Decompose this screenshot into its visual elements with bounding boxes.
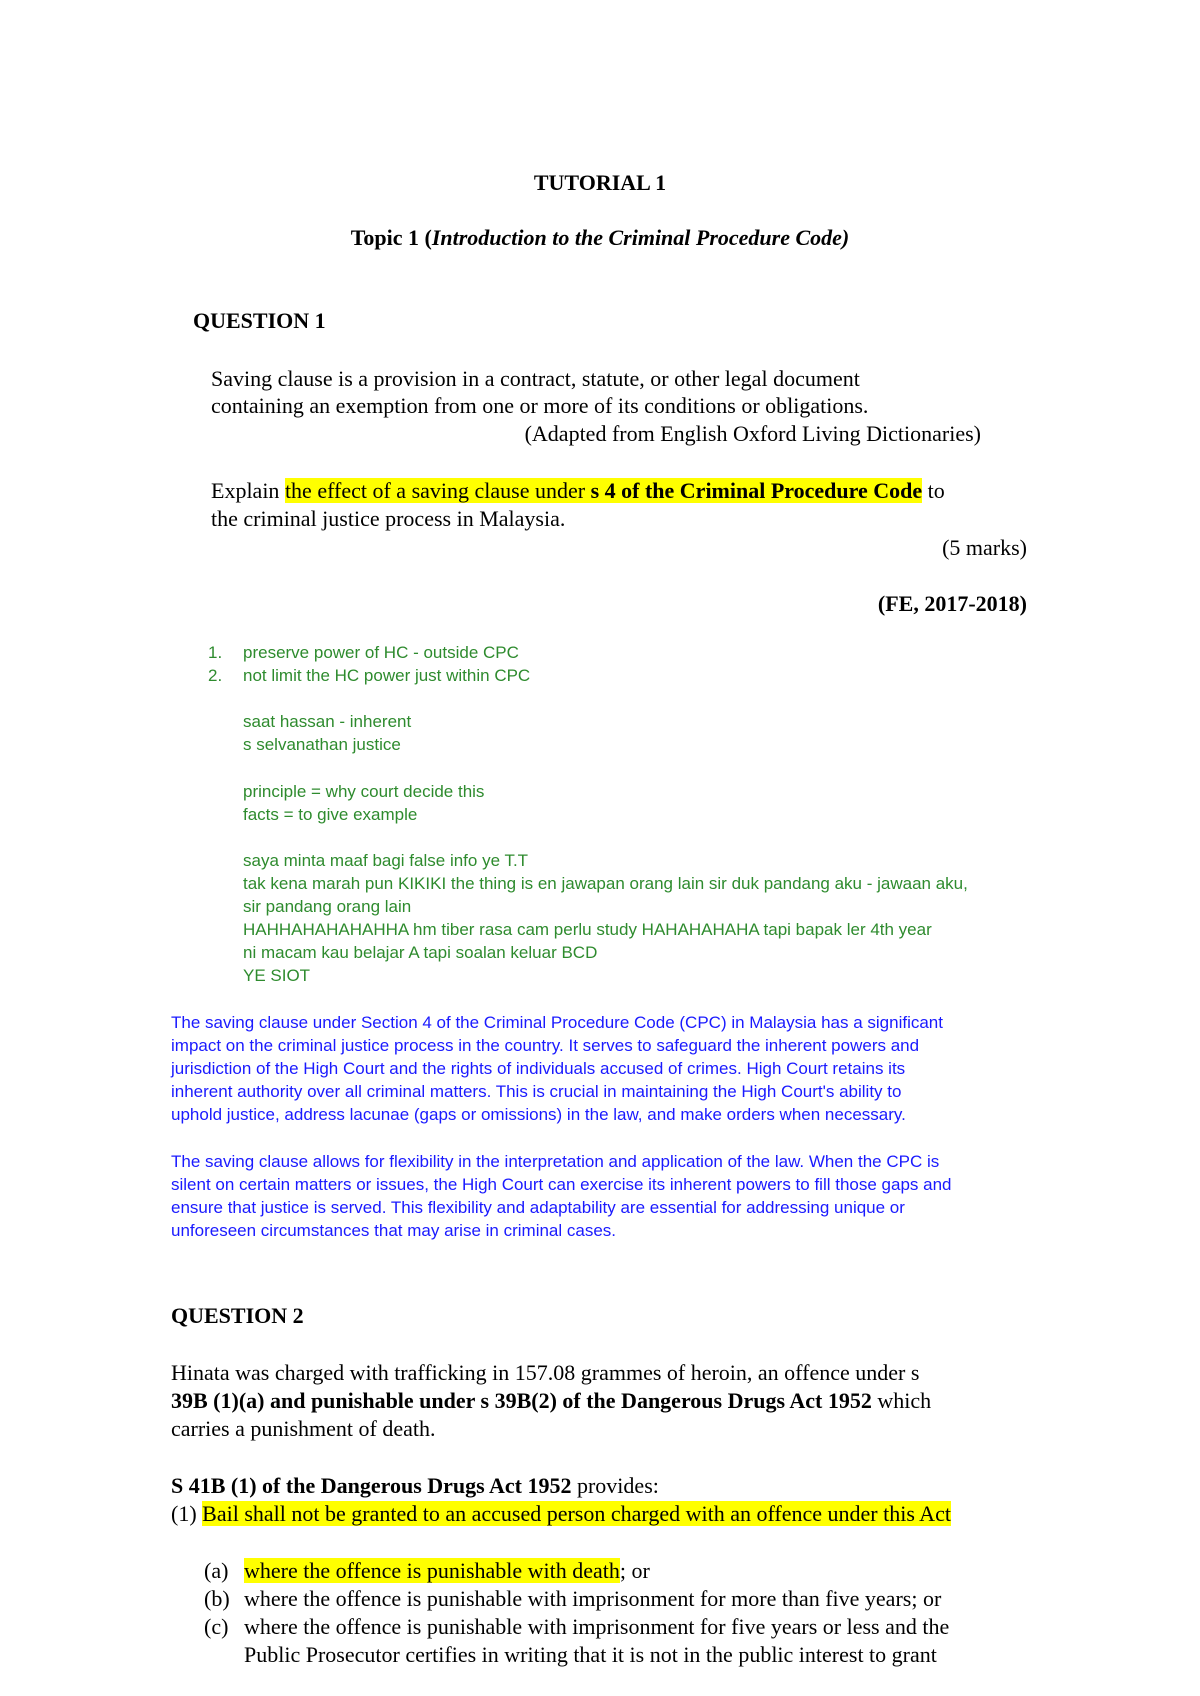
answer-line: The saving clause under Section 4 of the Criminal Procedure Code (CPC) in Malaysia has a significant xyxy=(171,1013,943,1032)
section-41b-intro xyxy=(171,1473,659,1499)
question-1-marks: (5 marks) xyxy=(942,535,1027,560)
question-2-line-1: Hinata was charged with trafficking in 157.08 grammes of heroin, an offence under s xyxy=(171,1360,920,1385)
notes-line: HAHHAHAHAHAHHA hm tiber rasa cam perlu study HAHAHAHAHA tapi bapak ler 4th year xyxy=(243,920,932,939)
answer-line: silent on certain matters or issues, the High Court can exercise its inherent powers to fill those gaps and xyxy=(171,1175,952,1194)
line-2-post: which xyxy=(871,1388,932,1413)
item-a-text xyxy=(244,1558,650,1584)
item-a-highlight: where the offence is punishable with death xyxy=(244,1558,620,1583)
answer-line: impact on the criminal justice process in the country. It serves to safeguard the inherent powers and xyxy=(171,1036,920,1055)
prompt-highlight-a: the effect of a saving clause under xyxy=(284,478,591,503)
subsection-1-highlight: Bail shall not be granted to an accused person charged with an offence under this Act xyxy=(202,1501,951,1526)
answer-line: uphold justice, address lacunae (gaps or omissions) in the law, and make orders when necessary. xyxy=(171,1105,906,1124)
question-2-heading: QUESTION 2 xyxy=(171,1303,304,1328)
question-1-prompt-line-2: the criminal justice process in Malaysia. xyxy=(211,506,566,531)
notes-line: principle = why court decide this xyxy=(243,782,485,801)
section-41b-post: provides: xyxy=(571,1473,659,1498)
statute-reference: 39B (1)(a) and punishable under s 39B(2) of the Dangerous Drugs Act 1952 xyxy=(171,1388,872,1413)
question-1-prompt-line-1 xyxy=(211,478,945,504)
question-1-heading: QUESTION 1 xyxy=(193,308,326,333)
notes-line: saat hassan - inherent xyxy=(243,712,412,731)
page-title: TUTORIAL 1 xyxy=(533,170,667,195)
definition-line-2: containing an exemption from one or more of its conditions or obligations. xyxy=(211,393,869,418)
notes-line: s selvanathan justice xyxy=(243,735,401,754)
item-c-text: where the offence is punishable with imprisonment for five years or less and the xyxy=(244,1614,950,1639)
notes-list-item: preserve power of HC - outside CPC xyxy=(243,643,519,662)
item-b-text: where the offence is punishable with imprisonment for more than five years; or xyxy=(244,1586,942,1611)
notes-line: saya minta maaf bagi false info ye T.T xyxy=(243,851,529,870)
answer-line: unforeseen circumstances that may arise in criminal cases. xyxy=(171,1221,617,1240)
topic-prefix: Topic 1 ( xyxy=(350,225,432,250)
notes-line: tak kena marah pun KIKIKI the thing is en jawapan orang lain sir duk pandang aku - jawaan aku, xyxy=(243,874,968,893)
topic-line xyxy=(0,225,1200,251)
notes-list-number: 1. xyxy=(208,643,223,662)
subsection-label: (1) xyxy=(171,1501,203,1526)
item-label: (a) xyxy=(204,1558,229,1583)
notes-line: ni macam kau belajar A tapi soalan keluar BCD xyxy=(243,943,598,962)
answer-line: inherent authority over all criminal matters. This is crucial in maintaining the High Court's ability to xyxy=(171,1082,902,1101)
question-1-exam-ref: (FE, 2017-2018) xyxy=(877,591,1027,616)
answer-line: jurisdiction of the High Court and the rights of individuals accused of crimes. High Court retains its xyxy=(171,1059,906,1078)
prompt-pre: Explain xyxy=(211,478,285,503)
notes-line: facts = to give example xyxy=(243,805,418,824)
topic-title: Introduction to the Criminal Procedure Code) xyxy=(431,225,850,250)
definition-source: (Adapted from English Oxford Living Dictionaries) xyxy=(524,421,981,446)
notes-list-number: 2. xyxy=(208,666,223,685)
definition-line-1: Saving clause is a provision in a contract, statute, or other legal document xyxy=(211,366,860,391)
item-a-post: ; or xyxy=(619,1558,650,1583)
notes-line: YE SIOT xyxy=(243,966,311,985)
prompt-highlight-b: s 4 of the Criminal Procedure Code xyxy=(590,478,923,503)
answer-line: The saving clause allows for flexibility in the interpretation and application of the law. When the CPC is xyxy=(171,1152,940,1171)
prompt-post: to xyxy=(922,478,945,503)
question-2-line-3: carries a punishment of death. xyxy=(171,1416,436,1441)
section-41b-title: S 41B (1) of the Dangerous Drugs Act 1952 xyxy=(171,1473,572,1498)
subsection-1 xyxy=(171,1501,951,1527)
item-label: (b) xyxy=(204,1586,230,1611)
item-label: (c) xyxy=(204,1614,229,1639)
question-2-line-2 xyxy=(171,1388,931,1414)
notes-list-item: not limit the HC power just within CPC xyxy=(243,666,531,685)
notes-line: sir pandang orang lain xyxy=(243,897,412,916)
answer-line: ensure that justice is served. This flexibility and adaptability are essential for addressing unique or xyxy=(171,1198,905,1217)
item-c-text-line-2: Public Prosecutor certifies in writing that it is not in the public interest to grant xyxy=(244,1642,937,1667)
